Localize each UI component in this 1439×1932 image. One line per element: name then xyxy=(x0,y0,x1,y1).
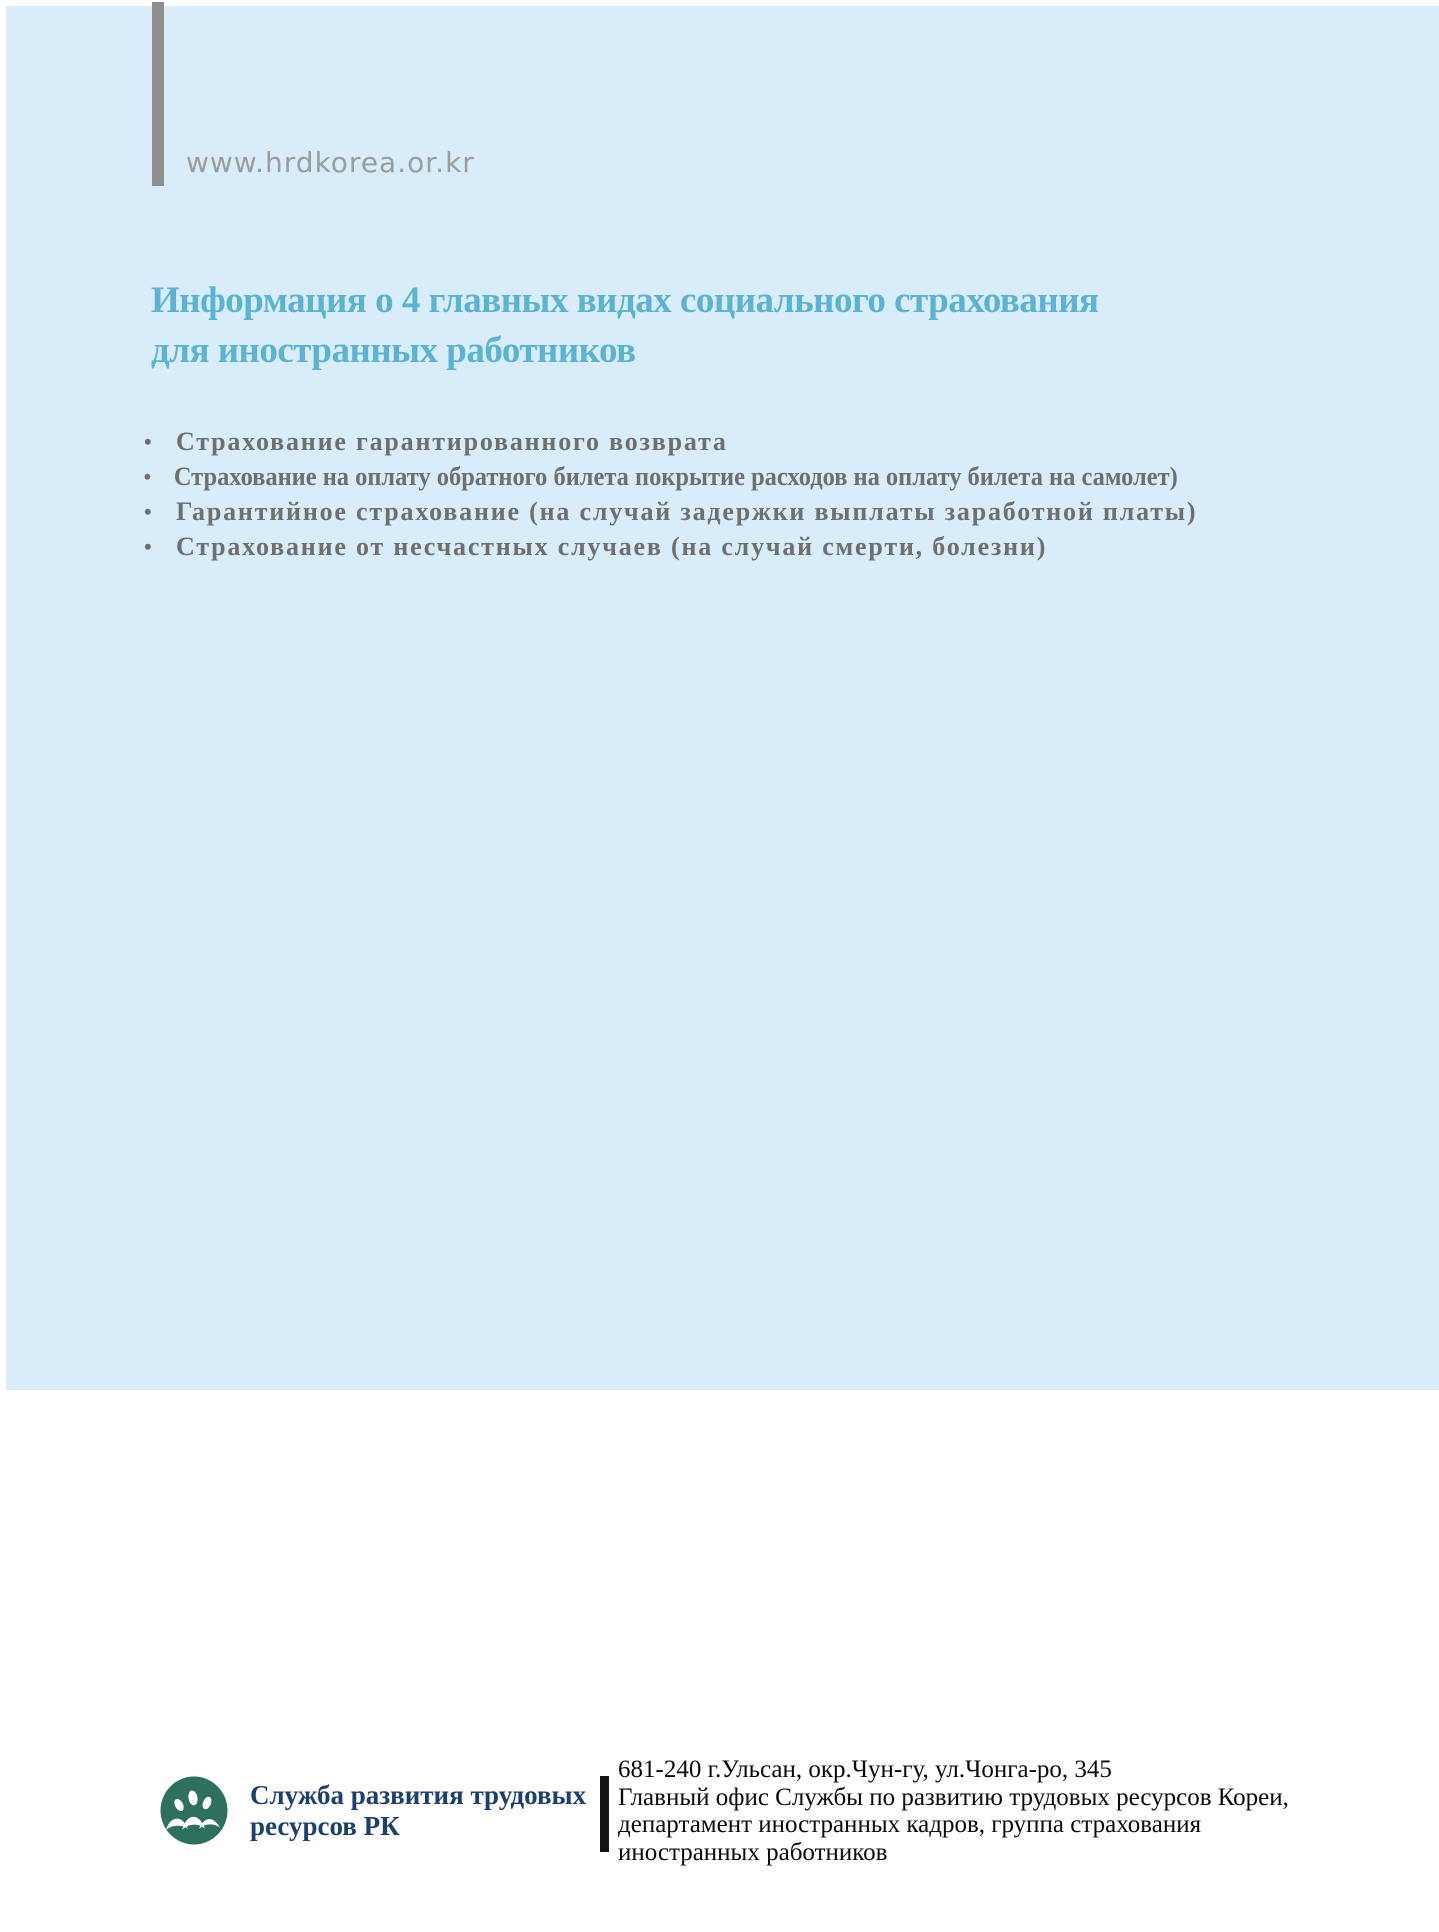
list-item-label: Гарантийное страхование (на случай задержки выплаты заработной платы) xyxy=(176,497,1198,526)
address-line-4: иностранных работников xyxy=(618,1838,888,1866)
bullet-icon: • xyxy=(144,534,152,559)
footer-accent-bar xyxy=(600,1776,609,1852)
hrd-korea-people-logo-icon xyxy=(160,1776,228,1845)
page-background-panel xyxy=(6,6,1439,1390)
bullet-icon: • xyxy=(143,464,152,489)
list-item-label: Страхование от несчастных случаев (на случай смерти, болезни) xyxy=(176,532,1048,561)
list-item-wage-guarantee-insurance xyxy=(140,494,1244,529)
bullet-icon: • xyxy=(144,429,152,454)
organization-name-line-2: ресурсов РК xyxy=(250,1811,400,1841)
page-title xyxy=(151,276,1099,376)
insurance-types-list xyxy=(140,424,1244,564)
header-accent-bar xyxy=(152,2,164,186)
list-item-label: Страхование гарантированного возврата xyxy=(176,427,728,456)
list-item-return-ticket-insurance xyxy=(140,459,1178,494)
address-line-1: 681-240 г.Ульсан, окр.Чун-гу, ул.Чонга-ро, 345 xyxy=(618,1756,1112,1783)
list-item-return-guarantee-insurance xyxy=(140,424,1244,459)
bullet-icon: • xyxy=(144,499,152,524)
address-line-2: Главный офис Службы по развитию трудовых ресурсов Кореи, xyxy=(618,1783,1289,1811)
office-address-block xyxy=(618,1756,1289,1866)
organization-name xyxy=(250,1780,586,1842)
list-item-label: Страхование на оплату обратного билета покрытие расходов на оплату билета на самолет) xyxy=(173,462,1178,491)
page-title-line-1: Информация о 4 главных видах социального страхования xyxy=(151,280,1099,321)
address-line-3: департамент иностранных кадров, группа страхования xyxy=(618,1811,1202,1838)
page-title-line-2: для иностранных работников xyxy=(151,330,636,371)
list-item-accident-insurance xyxy=(140,529,1244,564)
website-url: www.hrdkorea.or.kr xyxy=(186,146,475,179)
organization-name-line-1: Служба развития трудовых xyxy=(250,1780,587,1810)
